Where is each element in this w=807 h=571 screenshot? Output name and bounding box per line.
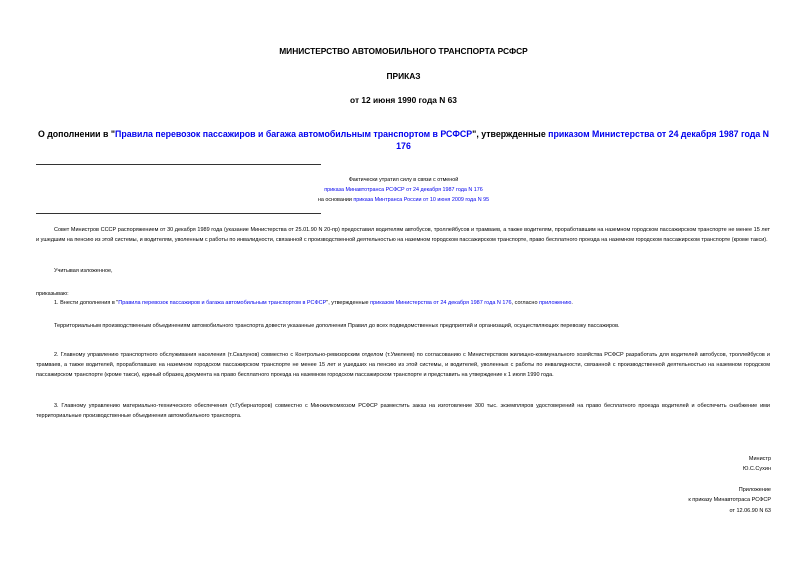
- appendix-line3: от 12.06.90 N 63: [729, 507, 771, 514]
- ministry-heading: МИНИСТЕРСТВО АВТОМОБИЛЬНОГО ТРАНСПОРТА РСФСР: [279, 46, 528, 56]
- document-title: [30, 128, 777, 152]
- title-prefix: О дополнении в ": [37, 129, 116, 139]
- signature-name: Ю.С.Сухин: [742, 466, 771, 473]
- item-1-end: .: [571, 300, 573, 306]
- item-1-prefix: 1. Внести дополнения в ": [54, 300, 119, 306]
- cancelled-order-link[interactable]: приказа Минавтотранса РСФСР от 24 декабря 1987 года N 176: [324, 187, 483, 193]
- paragraph-2-text: Учитывая изложенное,: [54, 268, 113, 274]
- paragraph-6-text: 2. Главному управлению транспортного обслуживания населения (т.Скалунов) совместно с Контрольно-ревизорским отделом (т.Умелеев) по согласованию с Министерством жилищно-коммунального хозяйства РСФСР разработать для водителей автобусов, троллейбусов и трамваев, а также водителей, проработавших на наземном городском пассажирском транспорте не менее 15 лет и ушедших на пенсию из этой системы, и водителей, уволенных с работы по инвалидности, связанной с производственной деятельностью на наземном городском пассажирском транспорте (кроме такси), единый образец документа на право бесплатного проезда на наземном городском пассажирском транспорте и представить на утверждение к 1 июля 1990 года.: [36, 352, 770, 378]
- status-note-basis-prefix: на основании: [317, 197, 354, 203]
- paragraph-6: [36, 351, 770, 381]
- paragraph-5: [36, 322, 770, 332]
- title-middle: ", утвержденные: [472, 129, 549, 139]
- appendix-block: [471, 485, 771, 516]
- item-1-rules-link[interactable]: Правила перевозок пассажиров и багажа автомобильным транспортом в РСФСР: [118, 300, 327, 306]
- paragraph-2: [36, 267, 770, 277]
- item-1-middle: ", утвержденные: [326, 300, 371, 306]
- signature-block: [471, 454, 771, 475]
- mintrans-order-link[interactable]: приказа Минтранса России от 10 июня 2009 года N 95: [353, 197, 490, 203]
- paragraph-7-text: 3. Главному управлению материально-технического обеспечения (т.Губернаторов) совместно с Минжилкомхозом РСФСР разместить заказ на изготовление 300 тыс. экземпляров удостоверений на право бесплатного проезда водителей и обеспечить снабжение ими территориальные производственные объединения автомобильного транспорта.: [36, 403, 770, 419]
- signature-role: Министр: [748, 456, 771, 462]
- item-1: [36, 299, 770, 309]
- item-1-middle2: , согласно: [511, 300, 540, 306]
- paragraph-1-text: Совет Министров СССР распоряжением от 30 декабря 1989 года (указание Министерства от 25.01.90 N 20-пр) предоставил водителям автобусов, троллейбусов и трамваев, а также водителям, проработавшим на наземном городском пассажирском транспорте не менее 15 лет и ушедшим на пенсию из этой системы, и водителям, уволенным с работы по инвалидности, связанной с производственной деятельностью на наземном городском пассажирском транспорте, право бесплатного проезда на наземном городском пассажирском транспорте (кроме такси).: [36, 227, 770, 243]
- appendix-line1: Приложение: [738, 487, 771, 493]
- doc-type-heading: ПРИКАЗ: [386, 71, 421, 81]
- item-1-text: [36, 299, 770, 309]
- item-1-order-link[interactable]: приказом Министерства от 24 декабря 1987 года N 176: [370, 300, 512, 306]
- divider-top: [36, 164, 321, 165]
- doc-date-number: от 12 июня 1990 года N 63: [350, 95, 457, 105]
- paragraph-1: [36, 226, 770, 246]
- paragraph-3-text: приказываю:: [36, 291, 69, 297]
- status-note-line3: [0, 196, 807, 206]
- status-note-line1: Фактически утратил силу в связи с отменой: [348, 177, 459, 183]
- divider-bottom: [36, 213, 321, 214]
- paragraph-5-text: Территориальным производственным объединениям автомобильного транспорта довести указанные дополнения Правил до всех подведомственных предприятий и организаций, осуществляющих перевозку пассажиров.: [54, 323, 620, 329]
- appendix-line2: к приказу Минавтотраса РСФСР: [688, 497, 771, 504]
- title-rules-link[interactable]: Правила перевозок пассажиров и багажа автомобильным транспортом в РСФСР: [115, 129, 473, 139]
- paragraph-7: [36, 402, 770, 422]
- status-note-line2: [0, 186, 807, 196]
- item-1-appendix-link[interactable]: приложению: [539, 300, 572, 306]
- title-order-link[interactable]: приказом Министерства от 24 декабря 1987 года N 176: [396, 129, 770, 151]
